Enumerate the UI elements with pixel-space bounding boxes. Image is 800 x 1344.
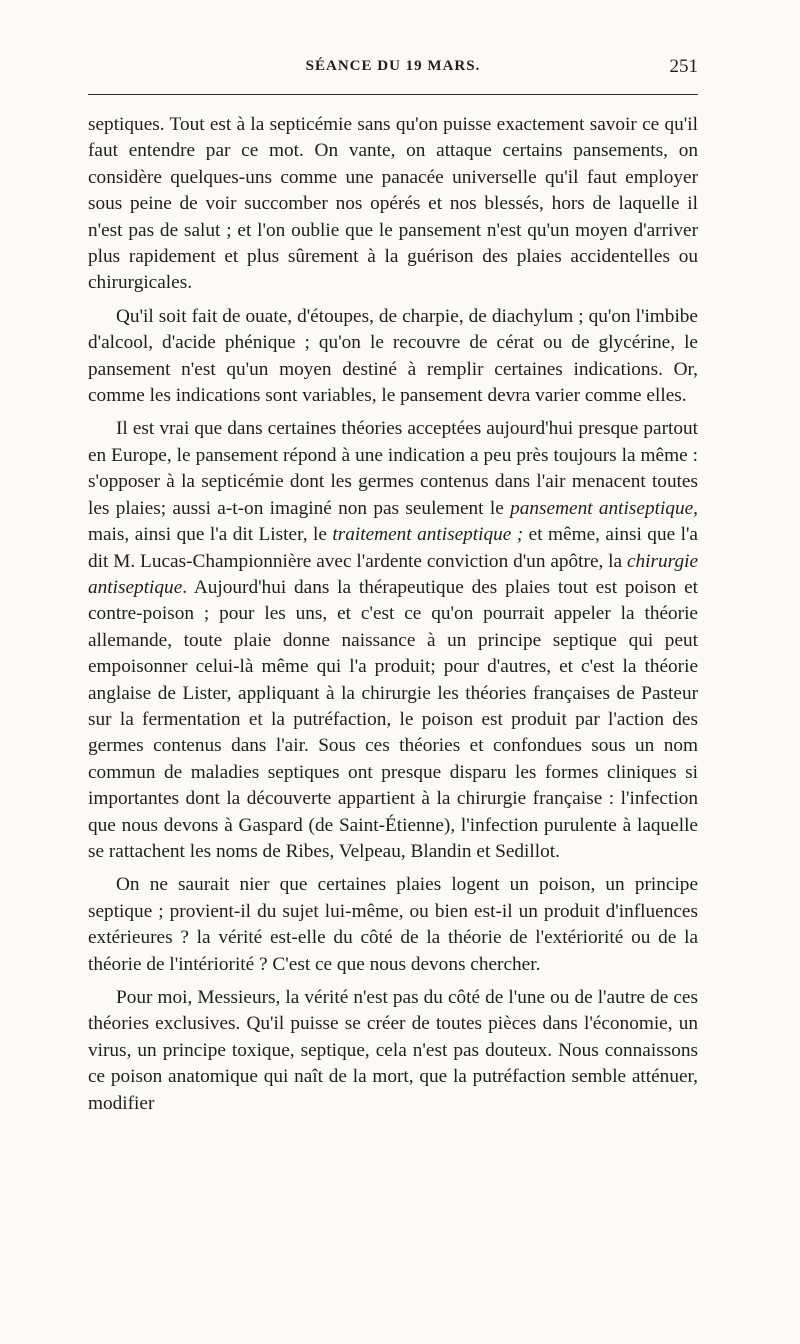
paragraph-3 [88,416,698,865]
header-rule [88,94,698,95]
page-header [88,58,698,86]
paragraph-5: Pour moi, Messieurs, la vérité n'est pas du côté de l'une ou de l'autre de ces théories exclusives. Qu'il puisse se créer de toutes pièces dans l'économie, un virus, un principe toxique, septique, cela n'est pas douteux. Nous connaissons ce poison anatomique qui naît de la mort, que la putréfaction semble atténuer, modifier [88,987,698,1114]
italic-pansement-antiseptique: pansement antiseptique [510,497,694,519]
running-head: SÉANCE DU 19 MARS. [305,58,481,74]
italic-chirurgie-antiseptique: chirurgie antiseptique [88,550,698,598]
italic-traitement-antiseptique: traitement antiseptique ; [332,524,524,546]
page-number: 251 [669,56,698,77]
paragraph-3-text-b: , mais, ainsi que l'a dit Lister, le [88,497,698,546]
paragraph-1: septiques. Tout est à la septicémie sans qu'on puisse exactement savoir ce qu'il faut entendre par ce mot. On vante, on attaque certains pansements, on considère quelques-uns comme une panacée universelle qu'il faut employer sous peine de voir succomber nos opérés et nos blessés, hors de laquelle il n'est pas de salut ; et l'on oublie que le pansement n'est qu'un moyen d'arriver plus rapidement et plus sûrement à la guérison des plaies accidentelles ou chirurgicales. [88,114,698,294]
paragraph-2: Qu'il soit fait de ouate, d'étoupes, de charpie, de diachylum ; qu'on l'imbibe d'alcool, d'acide phénique ; qu'on le recouvre de cérat ou de glycérine, le pansement n'est qu'un moyen destiné à remplir certaines indications. Or, comme les indications sont variables, le pansement devra varier comme elles. [88,305,698,407]
paragraph-3-text-a: Il est vrai que dans certaines théories acceptées aujourd'hui presque partout en Europe, le pansement répond à une indication a peu près toujours la même : s'opposer à la septicémie dont les germes contenus dans l'air menacent toutes les plaies; aussi a-t-on imaginé non pas seulement le [88,418,698,519]
paragraph-3-text-d: . Aujourd'hui dans la thérapeutique des plaies tout est poison et contre-poison ; pour les uns, et c'est ce qu'on pourrait appeler la théorie allemande, toute plaie donne naissance à un principe septique qui peut empoisonner celui-là même qui l'a produit; pour d'autres, et c'est la théorie anglaise de Lister, appliquant à la chirurgie les théories françaises de Pasteur sur la fermentation et la putréfaction, le poison est produit par l'action des germes contenus dans l'air. Sous ces théories et confondues sous un nom commun de maladies septiques ont presque disparu les formes cliniques si importantes dont la découverte appartient à la chirurgie française : l'infection que nous devons à Gaspard (de Saint-Étienne), l'infection purulente à laquelle se rattachent les noms de Ribes, Velpeau, Blandin et Sedillot. [88,576,698,862]
body-text [88,112,698,1124]
paragraph-3-text-c: et même, ainsi que l'a dit M. Lucas-Championnière avec l'ardente conviction d'un apôtre, la [88,524,698,572]
paragraph-4: On ne saurait nier que certaines plaies logent un poison, un principe septique ; provient-il du sujet lui-même, ou bien est-il un produit d'influences extérieures ? la vérité est-elle du côté de la théorie de l'extériorité ou de la théorie de l'intériorité ? C'est ce que nous devons chercher. [88,874,698,975]
